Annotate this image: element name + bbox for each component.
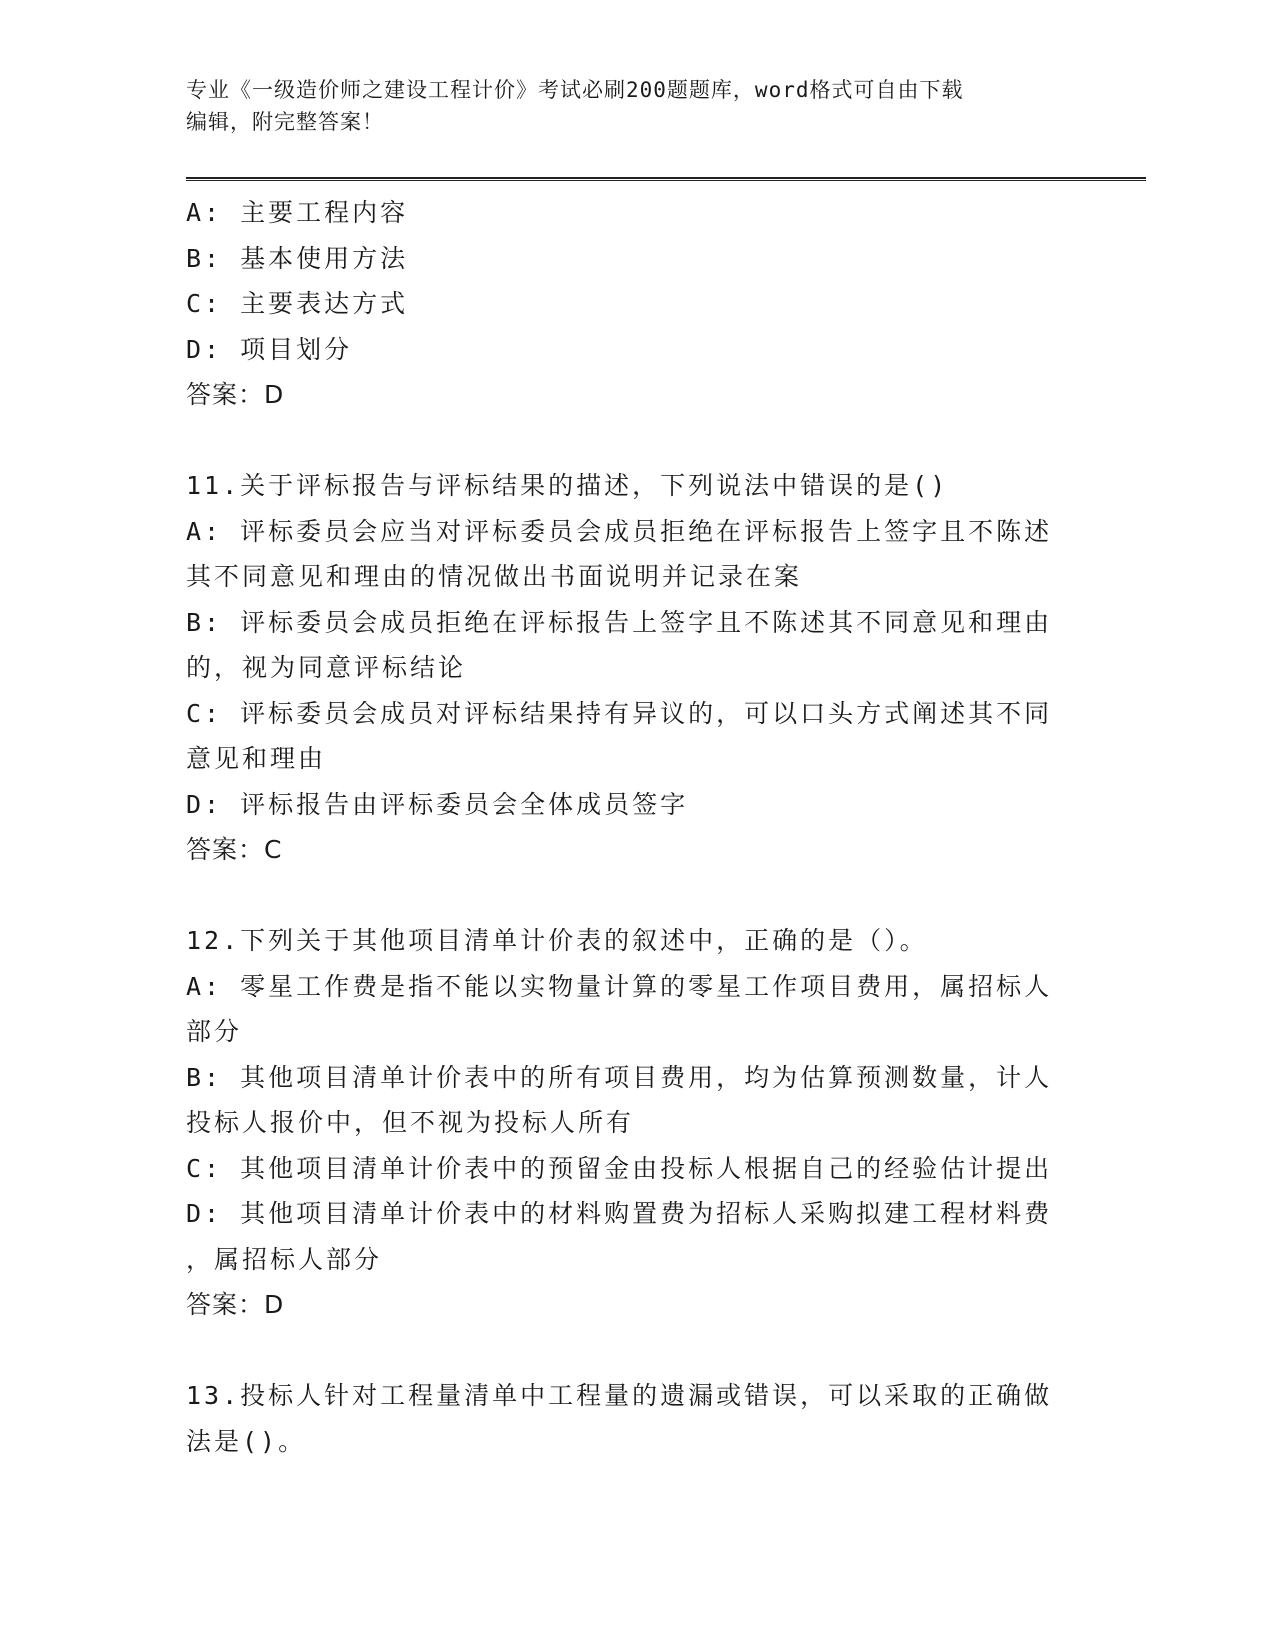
spacer: [186, 873, 1066, 919]
q12-option-b-line-2: 投标人报价中，但不视为投标人所有: [186, 1108, 635, 1137]
spacer: [186, 418, 1066, 464]
spacer: [186, 1328, 1066, 1374]
q10-option-a: A: 主要工程内容: [186, 198, 409, 227]
header-title-line-1: 专业《一级造价师之建设工程计价》考试必刷200题题库，word格式可自由下载: [186, 78, 964, 102]
q12-stem: 12.下列关于其他项目清单计价表的叙述中，正确的是（）。: [186, 926, 928, 955]
question-13: [186, 1373, 1066, 1464]
q10-option-b: B: 基本使用方法: [186, 243, 409, 273]
q12-option-d-line-2: ，属招标人部分: [186, 1244, 383, 1274]
question-11: [186, 463, 1066, 873]
q10-option-d: D: 项目划分: [186, 334, 353, 364]
q12-option-c: C: 其他项目清单计价表中的预留金由投标人根据自己的经验估计提出: [186, 1153, 1053, 1183]
q11-option-d: D: 评标报告由评标委员会全体成员签字: [186, 789, 689, 819]
q11-option-b-line-1: B: 评标委员会成员拒绝在评标报告上签字且不陈述其不同意见和理由: [186, 607, 1053, 637]
q13-stem-line-2: 法是()。: [186, 1426, 307, 1456]
header-title-line-2: 编辑，附完整答案！: [186, 110, 384, 134]
q10-answer: 答案：D: [186, 380, 285, 409]
q10-option-c: C: 主要表达方式: [186, 289, 409, 318]
question-10-options: [186, 190, 1066, 418]
document-header: [186, 74, 1066, 138]
q12-answer: 答案：D: [186, 1290, 285, 1319]
q11-option-a-line-1: A: 评标委员会应当对评标委员会成员拒绝在评标报告上签字且不陈述: [186, 516, 1053, 546]
question-list: [186, 190, 1066, 1464]
q11-option-a-line-2: 其不同意见和理由的情况做出书面说明并记录在案: [186, 562, 803, 591]
q11-option-b-line-2: 的，视为同意评标结论: [186, 653, 467, 682]
q11-stem: 11.关于评标报告与评标结果的描述，下列说法中错误的是(): [186, 471, 949, 500]
header-divider: [186, 177, 1146, 181]
question-12: [186, 918, 1066, 1328]
q12-option-a-line-1: A: 零星工作费是指不能以实物量计算的零星工作项目费用，属招标人: [186, 971, 1053, 1001]
q12-option-b-line-1: B: 其他项目清单计价表中的所有项目费用，均为估算预测数量，计人: [186, 1062, 1053, 1092]
q11-answer: 答案：C: [186, 835, 283, 864]
q12-option-a-line-2: 部分: [186, 1017, 243, 1046]
q11-option-c-line-2: 意见和理由: [186, 744, 327, 773]
q13-stem-line-1: 13.投标人针对工程量清单中工程量的遗漏或错误，可以采取的正确做: [186, 1381, 1053, 1410]
q12-option-d-line-1: D: 其他项目清单计价表中的材料购置费为招标人采购拟建工程材料费: [186, 1199, 1053, 1228]
q11-option-c-line-1: C: 评标委员会成员对评标结果持有异议的，可以口头方式阐述其不同: [186, 698, 1053, 728]
